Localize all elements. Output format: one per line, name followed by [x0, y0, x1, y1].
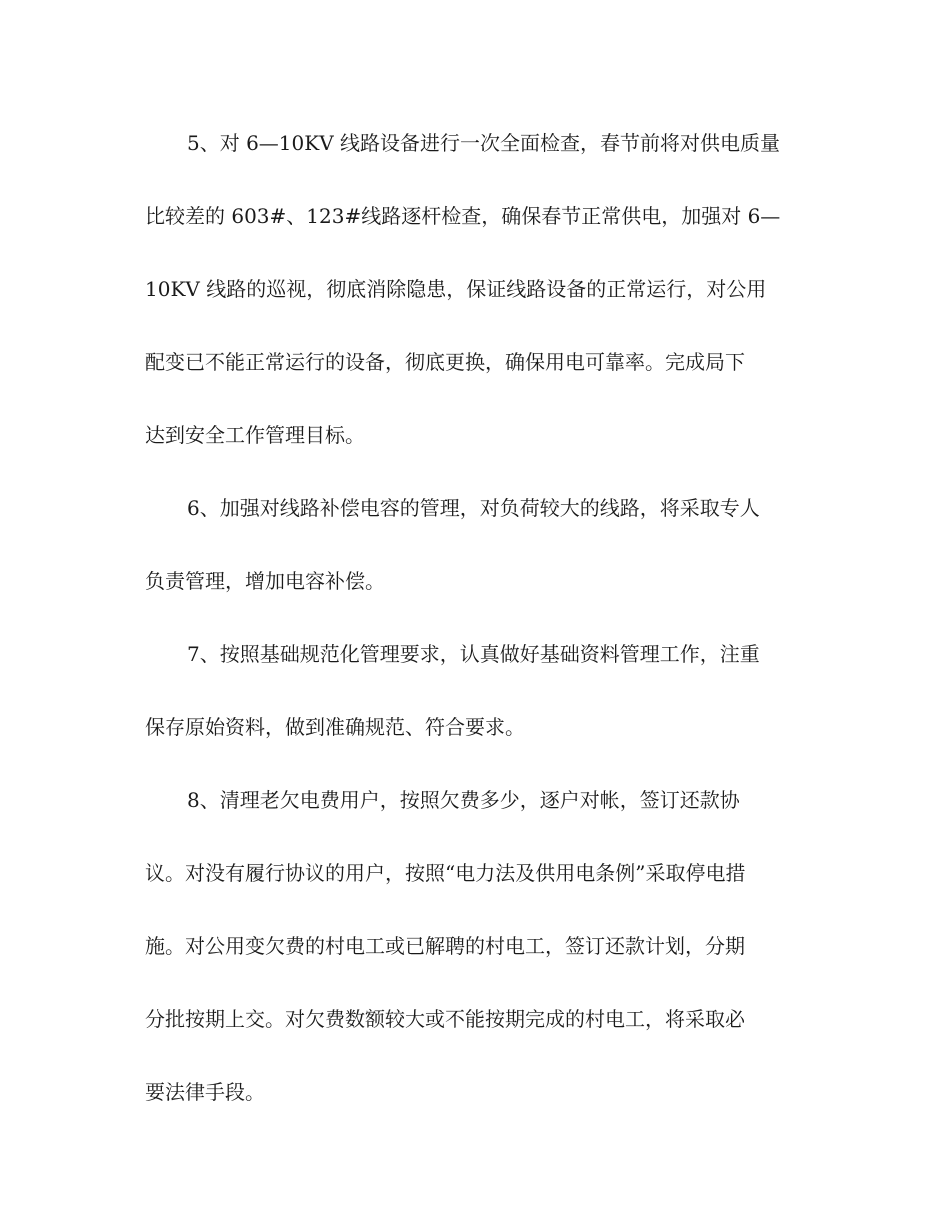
paragraph-6-line-2: 负责管理，增加电容补偿。: [145, 569, 385, 593]
paragraph-7-line-2: 保存原始资料，做到准确规范、符合要求。: [145, 715, 525, 739]
paragraph-8-line-3: 施。对公用变欠费的村电工或已解聘的村电工，签订还款计划，分期: [145, 934, 745, 958]
paragraph-6-line-1: 6、加强对线路补偿电容的管理，对负荷较大的线路，将采取专人: [187, 496, 760, 520]
paragraph-8-line-5: 要法律手段。: [145, 1080, 265, 1104]
paragraph-8-line-1: 8、清理老欠电费用户，按照欠费多少，逐户对帐，签订还款协: [187, 788, 740, 812]
paragraph-5-line-2: 比较差的 603#、123#线路逐杆检查，确保春节正常供电，加强对 6—: [145, 204, 781, 228]
paragraph-5-line-4: 配变已不能正常运行的设备，彻底更换，确保用电可靠率。完成局下: [145, 350, 745, 374]
paragraph-8-line-4: 分批按期上交。对欠费数额较大或不能按期完成的村电工，将采取必: [145, 1007, 745, 1031]
paragraph-5-line-1: 5、对 6—10KV 线路设备进行一次全面检查，春节前将对供电质量: [187, 131, 780, 155]
paragraph-5-line-3: 10KV 线路的巡视，彻底消除隐患，保证线路设备的正常运行，对公用: [145, 277, 767, 301]
paragraph-8-line-2: 议。对没有履行协议的用户，按照“电力法及供用电条例”采取停电措: [145, 861, 746, 885]
paragraph-7-line-1: 7、按照基础规范化管理要求，认真做好基础资料管理工作，注重: [187, 642, 760, 666]
paragraph-5-line-5: 达到安全工作管理目标。: [145, 423, 365, 447]
